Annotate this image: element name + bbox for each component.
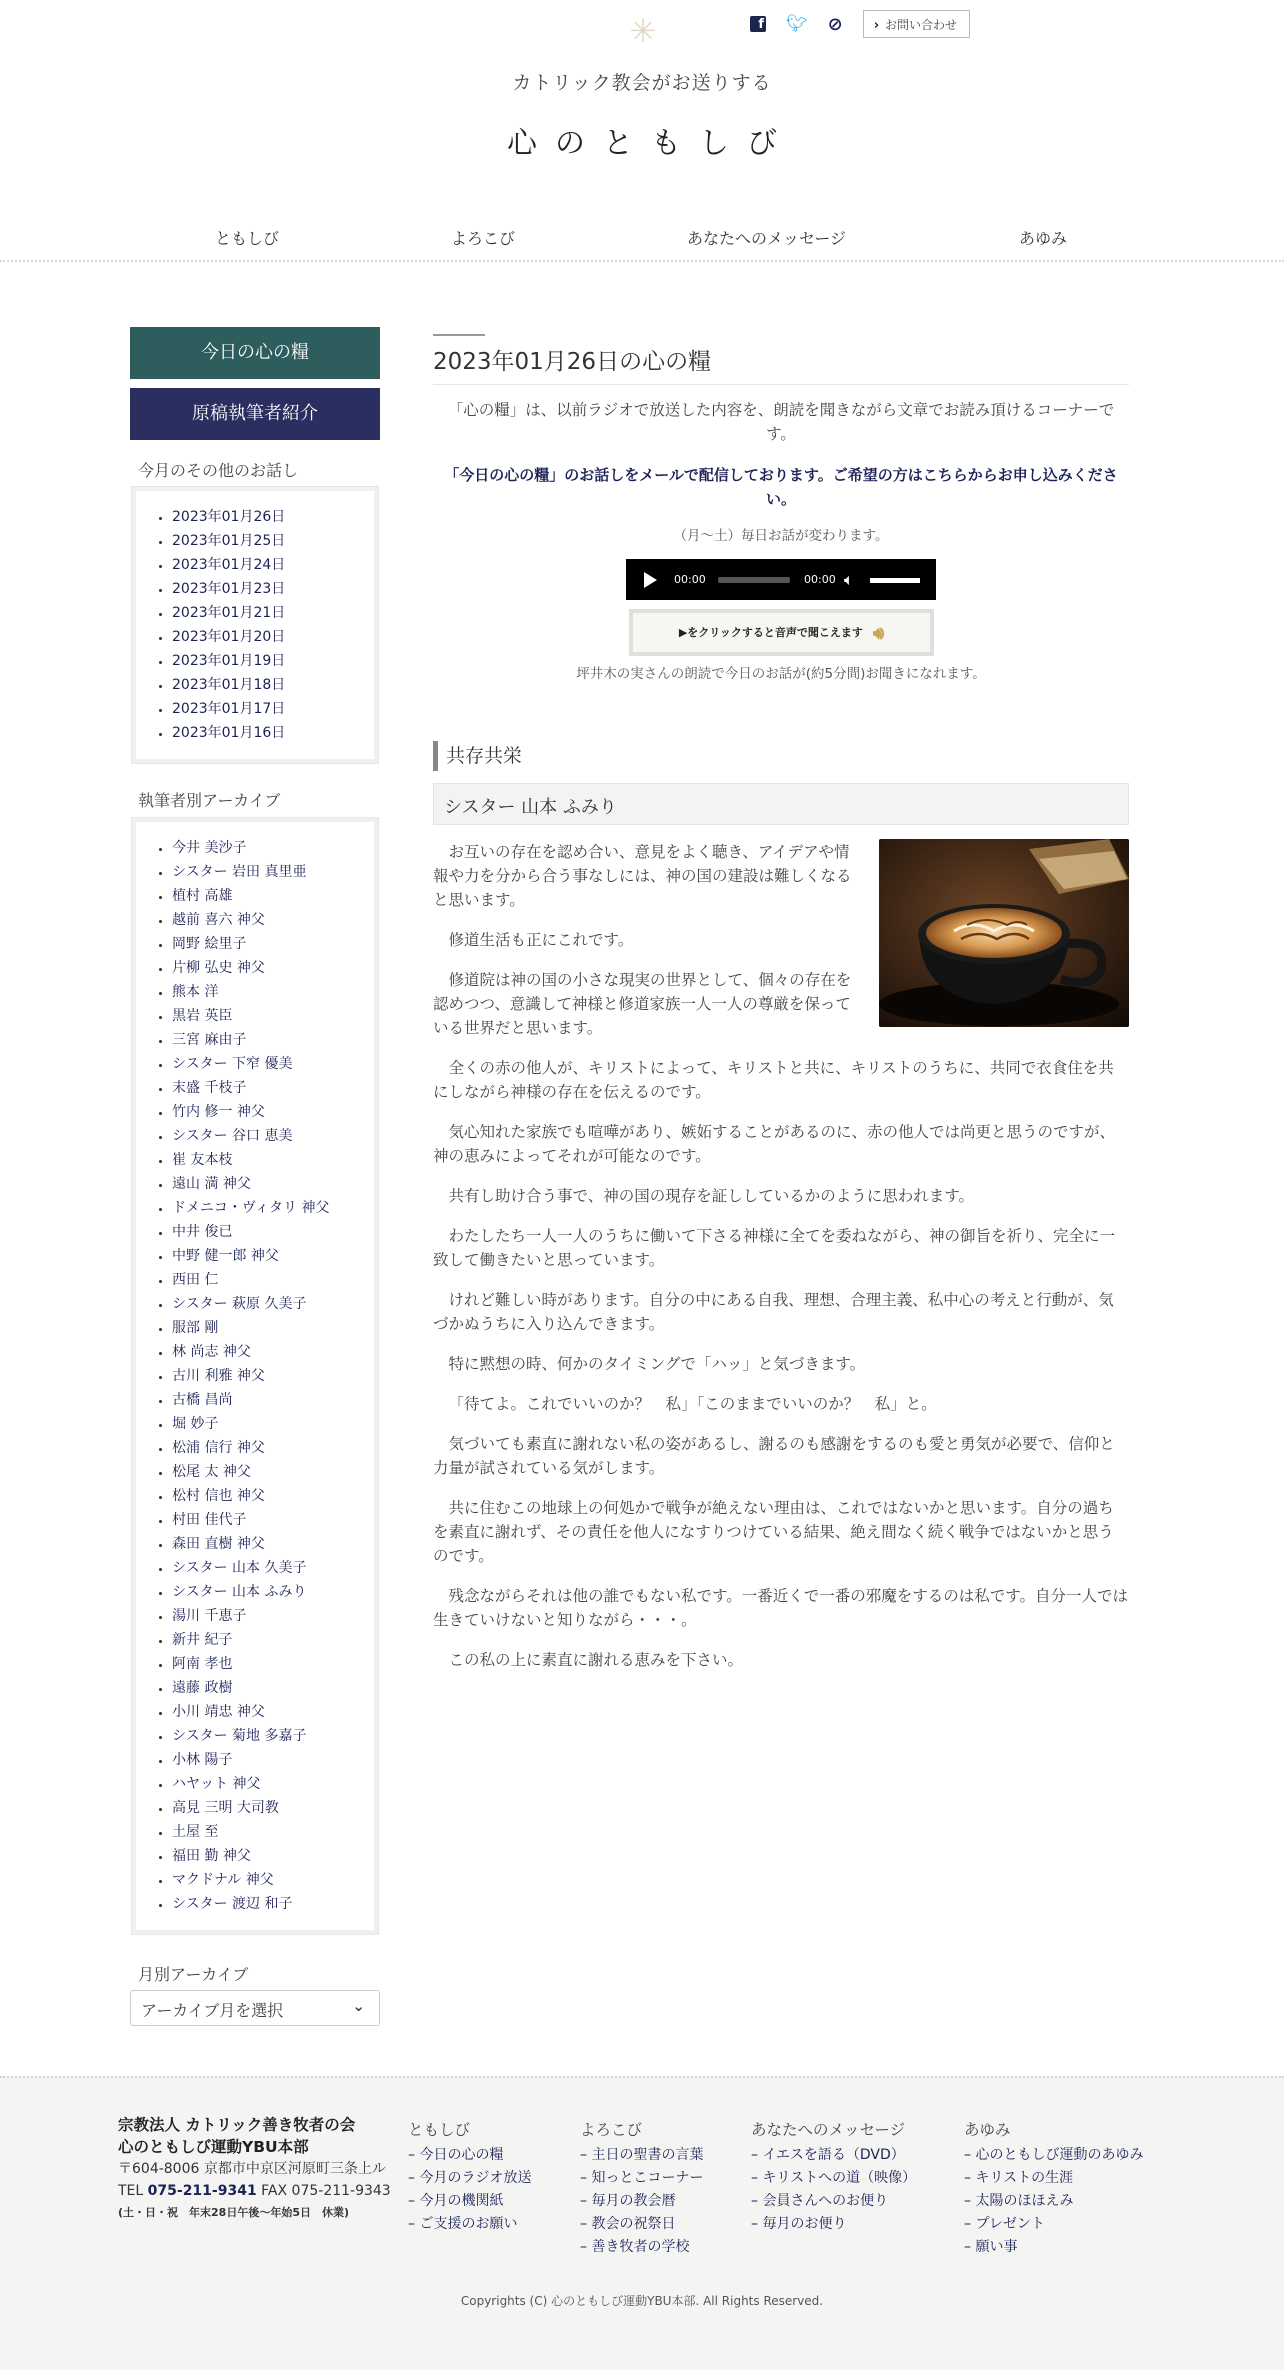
author-link[interactable]: • 竹内 修一 神父	[172, 1100, 374, 1124]
monthly-link[interactable]: • 2023年01月23日	[172, 577, 374, 601]
footer-link[interactable]: – 今日の心の糧	[408, 2144, 531, 2167]
author-link[interactable]: • シスター 山本 久美子	[172, 1556, 374, 1580]
author-list	[136, 822, 374, 1930]
mail-signup-link[interactable]: 「今日の心の糧」のお話しをメールで配信しております。ご希望の方はこちらからお申し込みください。	[444, 466, 1118, 508]
org-name-2: 心のともしび運動YBU本部	[118, 2138, 309, 2156]
author-link[interactable]: • 松浦 信行 神父	[172, 1436, 374, 1460]
monthly-link[interactable]: • 2023年01月17日	[172, 697, 374, 721]
chevron-right-icon: ›	[873, 18, 880, 33]
org-name: 宗教法人 カトリック善き牧者の会	[118, 2116, 356, 2134]
audio-player	[626, 559, 936, 600]
monthly-link[interactable]: • 2023年01月21日	[172, 601, 374, 625]
section-title: 共存共栄	[433, 741, 1129, 771]
author-link[interactable]: • 末盛 千枝子	[172, 1076, 374, 1100]
twitter-icon[interactable]: 🐦︎	[786, 14, 808, 34]
author-link[interactable]: • 中野 健一郎 神父	[172, 1244, 374, 1268]
author-link[interactable]: • ハヤット 神父	[172, 1772, 374, 1796]
writers-button[interactable]: 原稿執筆者紹介	[130, 388, 380, 440]
author-link[interactable]: • 古川 利雅 神父	[172, 1364, 374, 1388]
author-link[interactable]: • 三宮 麻由子	[172, 1028, 374, 1052]
post-author: シスター 山本 ふみり	[433, 783, 1129, 825]
daily-note: （月～土）毎日お話が変わります。	[673, 528, 889, 544]
footer-link[interactable]: – 心のともしび運動のあゆみ	[964, 2144, 1143, 2167]
footer-link[interactable]: – 願い事	[964, 2236, 1143, 2259]
org-hours: (土・日・祝 年末28日午後〜年始5日 休業)	[118, 2206, 350, 2219]
month-archive-heading: 月別アーカイブ	[138, 1965, 249, 1984]
nav-item-yorokobi[interactable]: よろこび	[451, 229, 516, 248]
monthly-link[interactable]: • 2023年01月24日	[172, 553, 374, 577]
author-link[interactable]: • 古橋 昌尚	[172, 1388, 374, 1412]
footer-column	[964, 2118, 1143, 2259]
footer-column	[580, 2118, 703, 2259]
monthly-link[interactable]: • 2023年01月25日	[172, 529, 374, 553]
author-link[interactable]: • 森田 直樹 神父	[172, 1532, 374, 1556]
footer-column-heading[interactable]: あなたへのメッセージ	[751, 2121, 906, 2139]
footer-link[interactable]: – 毎月の教会暦	[580, 2190, 703, 2213]
author-link[interactable]: • シスター 渡辺 和子	[172, 1892, 374, 1916]
nav-item-tomoshibi[interactable]: ともしび	[215, 229, 280, 248]
footer-link[interactable]: – 知っとこコーナー	[580, 2167, 703, 2190]
author-link[interactable]: • 黒岩 英臣	[172, 1004, 374, 1028]
footer-link[interactable]: – 会員さんへのお便り	[751, 2190, 916, 2213]
author-link[interactable]: • 新井 紀子	[172, 1628, 374, 1652]
monthly-link[interactable]: • 2023年01月16日	[172, 721, 374, 745]
author-link[interactable]: • 阿南 孝也	[172, 1652, 374, 1676]
monthly-list-box	[132, 487, 378, 763]
footer-link[interactable]: – 毎月のお便り	[751, 2213, 916, 2236]
footer-link[interactable]: – キリストの生涯	[964, 2167, 1143, 2190]
link-icon[interactable]: ⊘	[827, 13, 843, 35]
facebook-icon[interactable]: f	[750, 16, 766, 32]
reader-note: 坪井木の実さんの朗読で今日のお話が(約5分間)お聞きになれます。	[576, 666, 986, 682]
author-link[interactable]: • 熊本 洋	[172, 980, 374, 1004]
author-link[interactable]: • 西田 仁	[172, 1268, 374, 1292]
author-link[interactable]: • 遠藤 政樹	[172, 1676, 374, 1700]
nav-item-ayumi[interactable]: あゆみ	[1019, 229, 1068, 248]
play-icon[interactable]	[644, 572, 657, 588]
post-paragraph: 特に黙想の時、何かのタイミングで「ハッ」と気づきます。	[448, 1355, 866, 1373]
author-link[interactable]: • 服部 剛	[172, 1316, 374, 1340]
author-link[interactable]: • シスター 岩田 真里亜	[172, 860, 374, 884]
footer-link[interactable]: – ご支援のお願い	[408, 2213, 531, 2236]
footer-column-heading[interactable]: ともしび	[408, 2121, 471, 2139]
footer-link[interactable]: – イエスを語る（DVD）	[751, 2144, 916, 2167]
footer-org-info	[118, 2114, 391, 2224]
monthly-link[interactable]: • 2023年01月18日	[172, 673, 374, 697]
post-paragraph: 「待てよ。これでいいのか？ 私」「このままでいいのか？ 私」と。	[448, 1395, 937, 1413]
author-link[interactable]: • 今井 美沙子	[172, 836, 374, 860]
author-link[interactable]: • 高見 三明 大司教	[172, 1796, 374, 1820]
post-paragraph: けれど難しい時があります。自分の中にある自我、理想、合理主義、私中心の考えと行動が、気づかぬうちに入り込んできます。	[433, 1291, 1114, 1333]
global-nav	[0, 220, 1284, 262]
footer-link[interactable]: – 善き牧者の学校	[580, 2236, 703, 2259]
author-link[interactable]: • シスター 山本 ふみり	[172, 1580, 374, 1604]
post-paragraph: 修道生活も正にこれです。	[448, 931, 634, 949]
today-kate-button[interactable]: 今日の心の糧	[130, 327, 380, 379]
post-paragraph: 共に住むこの地球上の何処かで戦争が絶えない理由は、これではないかと思います。自分の過ちを素直に謝れず、その責任を他人になすりつけている結果、絶え間なく続く戦争ではないかと思うのです。	[433, 1499, 1114, 1565]
author-link[interactable]: • シスター 下窄 優美	[172, 1052, 374, 1076]
monthly-link[interactable]: • 2023年01月19日	[172, 649, 374, 673]
author-link[interactable]: • シスター 谷口 恵美	[172, 1124, 374, 1148]
footer-link[interactable]: – 主日の聖書の言葉	[580, 2144, 703, 2167]
author-link[interactable]: • シスター 菊地 多嘉子	[172, 1724, 374, 1748]
monthly-link[interactable]: • 2023年01月20日	[172, 625, 374, 649]
post-paragraph: 気づいても素直に謝れない私の姿があるし、謝るのも感謝をするのも愛と勇気が必要で、信仰と力量が試されている気がします。	[433, 1435, 1115, 1477]
author-link[interactable]: • 越前 喜六 神父	[172, 908, 374, 932]
monthly-heading: 今月のその他のお話し	[138, 461, 299, 480]
author-archive-heading: 執筆者別アーカイブ	[138, 791, 281, 810]
author-link[interactable]: • 中井 俊已	[172, 1220, 374, 1244]
author-link[interactable]: • 湯川 千恵子	[172, 1604, 374, 1628]
post-paragraph: 気心知れた家族でも喧嘩があり、嫉妬することがあるのに、赤の他人では尚更と思うのですが、神の恵みによってそれが可能なのです。	[433, 1123, 1116, 1165]
author-link[interactable]: • 林 尚志 神父	[172, 1340, 374, 1364]
post-paragraph: わたしたち一人一人のうちに働いて下さる神様に全てを委ねながら、神の御旨を祈り、完全に一致して働きたいと思っています。	[433, 1227, 1116, 1269]
post-paragraph: 全くの赤の他人が、キリストによって、キリストと共に、キリストのうちに、共同で衣食住を共にしながら神様の存在を伝えるのです。	[433, 1059, 1114, 1101]
author-link[interactable]: • 岡野 絵里子	[172, 932, 374, 956]
site-subtitle: カトリック教会がお送りする	[512, 72, 772, 94]
post-title: 2023年01月26日の心の糧	[433, 343, 1129, 385]
footer-link[interactable]: – 太陽のほほえみ	[964, 2190, 1143, 2213]
footer-column-heading[interactable]: あゆみ	[964, 2121, 1011, 2139]
footer-link[interactable]: – 今月の機関紙	[408, 2190, 531, 2213]
footer-column	[408, 2118, 531, 2236]
post-paragraph: 修道院は神の国の小さな現実の世界として、個々の存在を認めつつ、意識して神様と修道家族一人一人の尊厳を保っている世界だと思います。	[433, 971, 852, 1037]
speaker-icon: 🔊︎	[872, 622, 885, 644]
archive-month-select[interactable]: アーカイブ月を選択 ⌄	[130, 1990, 380, 2026]
total-time: 00:00	[804, 573, 836, 586]
author-link[interactable]: • 植村 高雄	[172, 884, 374, 908]
post-paragraph: 残念ながらそれは他の誰でもない私です。一番近くで一番の邪魔をするのは私です。自分一人では生きていけないと知りながら・・・。	[433, 1587, 1129, 1629]
author-link[interactable]: • 小川 靖忠 神父	[172, 1700, 374, 1724]
author-link[interactable]: • 松村 信也 神父	[172, 1484, 374, 1508]
author-link[interactable]: • 堀 妙子	[172, 1412, 374, 1436]
author-link[interactable]: • 土屋 至	[172, 1820, 374, 1844]
decorative-star-icon: ✳	[629, 12, 657, 50]
author-link[interactable]: • 崔 友本枝	[172, 1148, 374, 1172]
author-link[interactable]: • ドメニコ・ヴィタリ 神父	[172, 1196, 374, 1220]
author-link[interactable]: • 片柳 弘史 神父	[172, 956, 374, 980]
footer-column	[751, 2118, 916, 2236]
title-rule	[433, 334, 485, 336]
author-link[interactable]: • マクドナル 神父	[172, 1868, 374, 1892]
author-link[interactable]: • 村田 佳代子	[172, 1508, 374, 1532]
footer-column-heading[interactable]: よろこび	[580, 2121, 643, 2139]
author-link[interactable]: • 遠山 満 神父	[172, 1172, 374, 1196]
author-link[interactable]: • 松尾 太 神父	[172, 1460, 374, 1484]
author-list-box	[132, 818, 378, 1934]
volume-slider[interactable]	[870, 578, 920, 583]
header-social	[750, 10, 970, 38]
footer-link[interactable]: – プレゼント	[964, 2213, 1143, 2236]
author-link[interactable]: • 福田 勤 神父	[172, 1844, 374, 1868]
org-phone: TEL 075-211-9341 FAX 075-211-9343	[118, 2183, 391, 2199]
site-title[interactable]: 心のともしび	[507, 126, 795, 161]
author-link[interactable]: • シスター 萩原 久美子	[172, 1292, 374, 1316]
footer-link[interactable]: – 今月のラジオ放送	[408, 2167, 531, 2190]
post-paragraph: この私の上に素直に謝れる恵みを下さい。	[448, 1651, 744, 1669]
post-body	[433, 840, 1129, 1688]
contact-button[interactable]: › お問い合わせ	[863, 10, 970, 38]
post-paragraph: お互いの存在を認め合い、意見をよく聴き、アイデアや情報や力を分から合う事なしには、神の国の建設は難しくなると思います。	[433, 843, 852, 909]
copyright: Copyrights (C) 心のともしび運動YBU本部. All Rights Reserved.	[460, 2294, 824, 2308]
post-paragraph: 共有し助け合う事で、神の国の現存を証ししているかのように思われます。	[448, 1187, 974, 1205]
author-link[interactable]: • 小林 陽子	[172, 1748, 374, 1772]
org-address: 〒604-8006 京都市中京区河原町三条上ル	[118, 2161, 386, 2177]
chevron-down-icon: ⌄	[352, 1997, 365, 2015]
monthly-link[interactable]: • 2023年01月26日	[172, 505, 374, 529]
footer-link[interactable]: – キリストへの道（映像）	[751, 2167, 916, 2190]
monthly-list	[136, 491, 374, 759]
volume-icon[interactable]: 🔈︎	[844, 570, 854, 589]
listen-hint-banner: ▶をクリックすると音声で聞こえます 🔊︎	[629, 609, 934, 656]
progress-bar[interactable]	[718, 577, 790, 583]
intro-text: 「心の糧」は、以前ラジオで放送した内容を、朗読を聞きながら文章でお読み頂けるコーナーです。	[447, 401, 1115, 443]
nav-item-message[interactable]: あなたへのメッセージ	[687, 229, 847, 248]
current-time: 00:00	[674, 573, 706, 586]
footer-link[interactable]: – 教会の祝祭日	[580, 2213, 703, 2236]
